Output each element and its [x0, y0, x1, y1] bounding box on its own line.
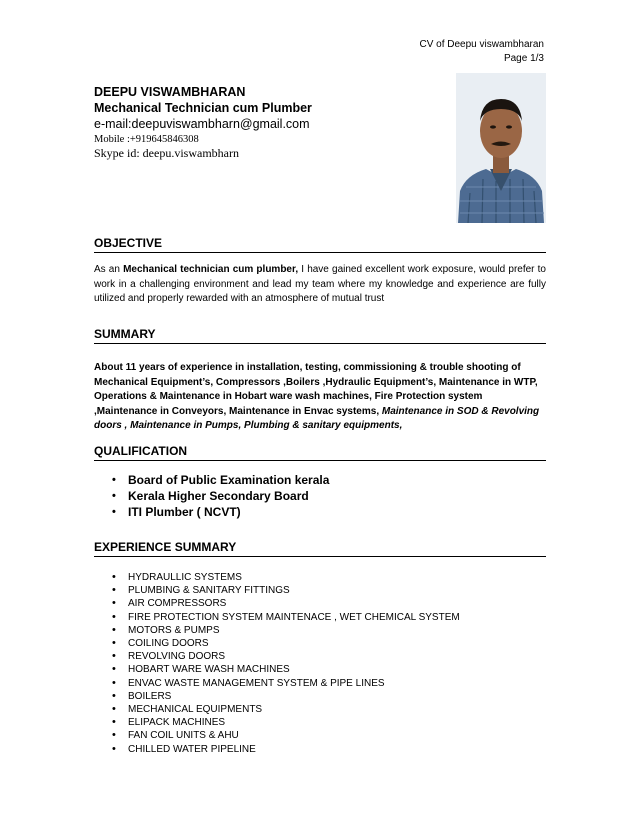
bullet-icon: •	[112, 474, 116, 486]
bullet-icon: •	[112, 637, 116, 650]
list-item: • MOTORS & PUMPS	[112, 623, 220, 636]
bullet-icon: •	[112, 676, 116, 689]
summary-body: About 11 years of experience in installation, testing, commissioning & trouble shooting of Mechanical Equipment’s, Compressors ,Boilers ,Hydraulic Equipment’s, Maintenance in WTP, Operations & Maintenance in Hobart ware wash machines, Fire Protection system ,Maintenance in Conveyors, Maintenance in Envac systems,	[94, 362, 538, 417]
bullet-icon: •	[112, 729, 116, 742]
bullet-icon: •	[112, 716, 116, 729]
summary-italic: Maintenance in SOD & Revolving doors , Maintenance in Pumps, Plumbing & sanitary equipments,	[94, 405, 540, 431]
list-item: • MECHANICAL EQUIPMENTS	[112, 703, 263, 716]
bullet-icon: •	[112, 610, 116, 623]
candidate-title: Mechanical Technician cum Plumber	[94, 101, 312, 115]
objective-text	[94, 263, 546, 307]
summary-text	[94, 361, 546, 434]
candidate-name: DEEPU VISWAMBHARAN	[94, 85, 246, 99]
list-item: • HOBART WARE WASH MACHINES	[112, 663, 290, 676]
list-item: • FAN COIL UNITS & AHU	[112, 729, 239, 742]
list-item: • HYDRAULLIC SYSTEMS	[112, 571, 242, 583]
summary-heading: SUMMARY	[94, 327, 546, 344]
list-item: • COILING DOORS	[112, 637, 209, 650]
list-item: • AIR COMPRESSORS	[112, 597, 227, 610]
list-item: • ELIPACK MACHINES	[112, 716, 226, 729]
list-item: • BOILERS	[112, 689, 172, 702]
bullet-icon: •	[112, 703, 116, 716]
bullet-icon: •	[112, 597, 116, 610]
qualification-list	[112, 472, 329, 520]
page-number: Page 1/3	[503, 53, 544, 64]
objective-body: I have gained excellent work exposure, would prefer to work in a challenging environment and lead my team where my knowledge and experience are fully utilized and properly rewarded with an atmosphere of mutual trust	[94, 264, 546, 304]
bullet-icon: •	[112, 742, 116, 755]
bullet-icon: •	[112, 689, 116, 702]
email-text: e-mail:deepuviswambharn@gmail.com	[94, 117, 310, 131]
list-item: • ITI Plumber ( NCVT)	[112, 505, 241, 519]
bullet-icon: •	[112, 490, 116, 502]
bullet-icon: •	[112, 650, 116, 663]
experience-list	[112, 571, 460, 756]
list-item: • CHILLED WATER PIPELINE	[112, 742, 256, 755]
list-item: • REVOLVING DOORS	[112, 650, 226, 663]
experience-heading: EXPERIENCE SUMMARY	[94, 540, 546, 557]
list-item: • Kerala Higher Secondary Board	[112, 489, 309, 503]
objective-prefix: As an	[94, 264, 124, 275]
objective-heading: OBJECTIVE	[94, 236, 546, 253]
qualification-heading: QUALIFICATION	[94, 444, 546, 461]
list-item: • PLUMBING & SANITARY FITTINGS	[112, 584, 290, 597]
page-header	[419, 38, 544, 66]
bullet-icon: •	[112, 571, 116, 583]
skype-text: Skype id: deepu.viswambharn	[94, 146, 239, 160]
objective-role: Mechanical technician cum plumber,	[123, 264, 299, 275]
profile-photo	[456, 73, 546, 223]
list-item: • Board of Public Examination kerala	[112, 473, 330, 487]
bullet-icon: •	[112, 584, 116, 597]
bullet-icon: •	[112, 623, 116, 636]
bullet-icon: •	[112, 506, 116, 518]
mobile-text: Mobile :+919645846308	[94, 134, 199, 145]
list-item: • ENVAC WASTE MANAGEMENT SYSTEM & PIPE LINES	[112, 676, 385, 689]
list-item: • FIRE PROTECTION SYSTEM MAINTENACE , WET CHEMICAL SYSTEM	[112, 610, 460, 623]
cv-of-label: CV of Deepu viswambharan	[419, 39, 544, 50]
contact-block	[94, 84, 444, 161]
bullet-icon: •	[112, 663, 116, 676]
